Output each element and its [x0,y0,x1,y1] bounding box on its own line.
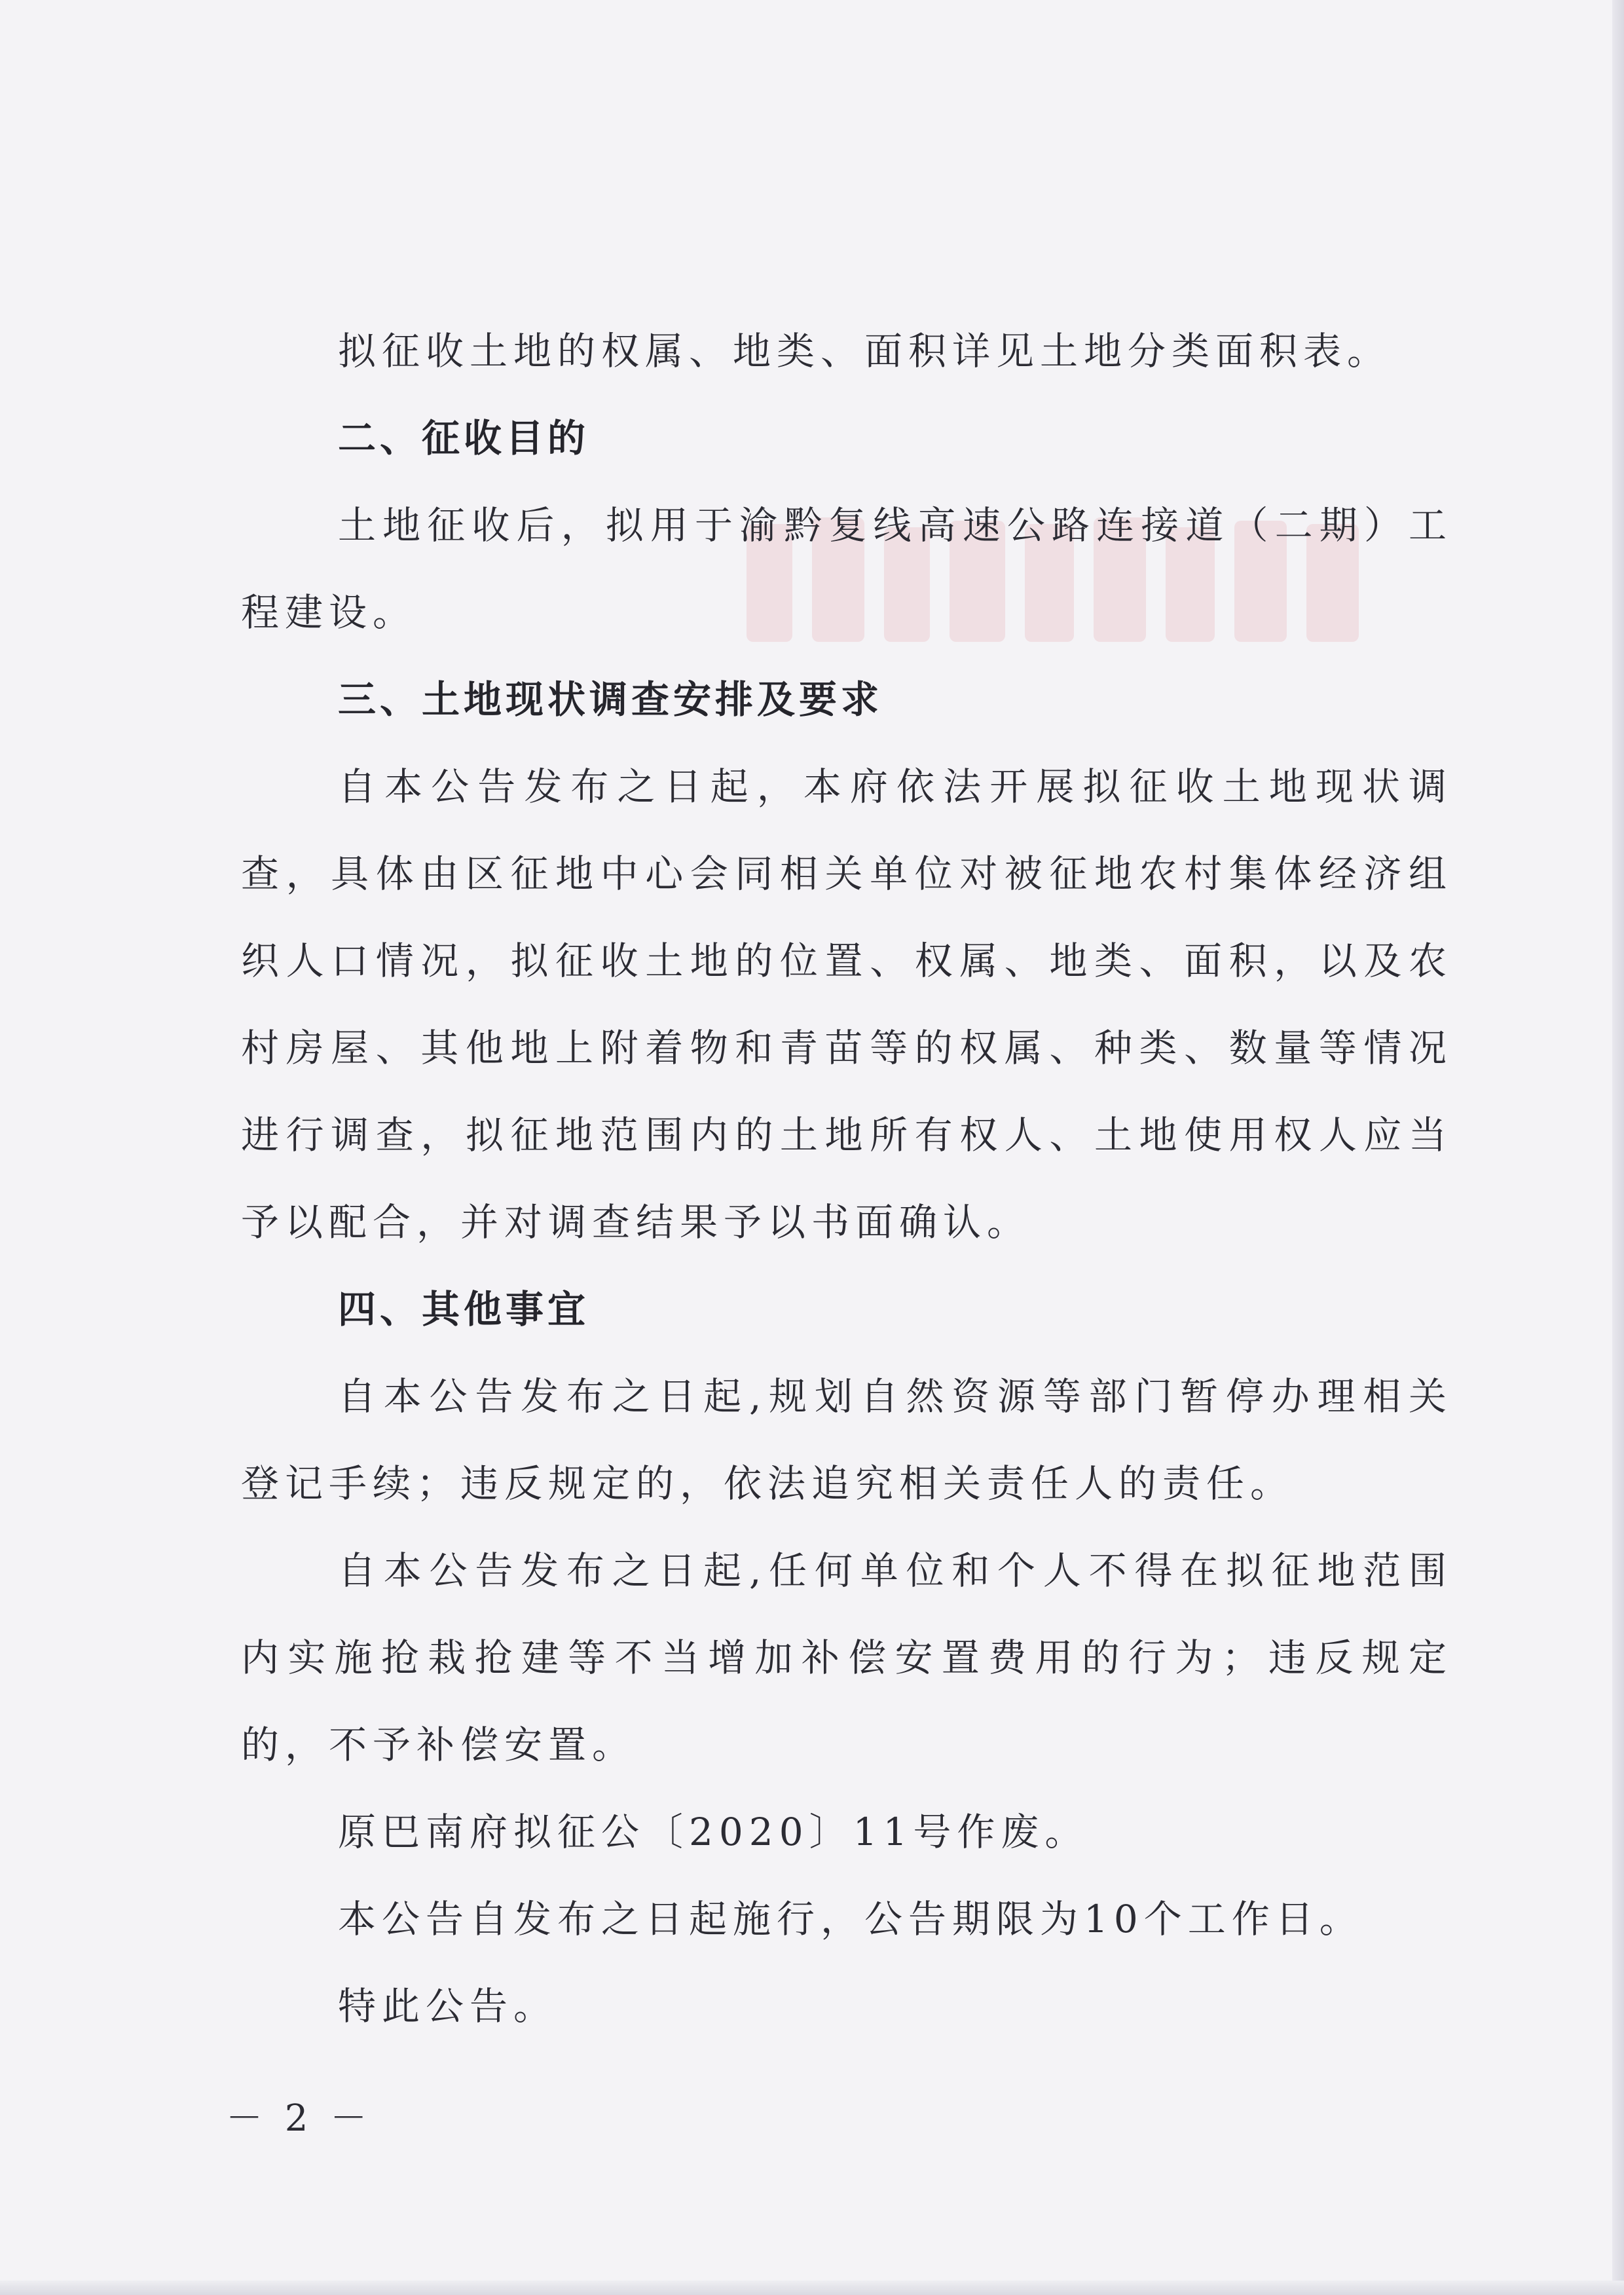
heading-purpose: 二、征收目的 [338,416,590,460]
paragraph-land-details: 拟征收土地的权属、地类、面积详见土地分类面积表。 [338,329,1392,373]
scan-edge-right [1612,0,1624,2295]
paragraph-closing: 特此公告。 [338,1984,558,2028]
paragraph-registration-suspension: 自本公告发布之日起,规划自然资源等部门暂停办理相关登记手续；违反规定的，依法追究相关责任人的责任。 [241,1374,1452,1506]
heading-other-matters: 四、其他事宜 [338,1287,590,1332]
heading-survey: 三、土地现状调查安排及要求 [338,677,883,722]
paragraph-void-notice: 原巴南府拟征公〔2020〕11号作废。 [338,1810,1089,1854]
document-body [241,308,1452,2050]
paragraph-purpose: 土地征收后，拟用于渝黔复线高速公路连接道（二期）工程建设。 [241,503,1452,635]
scan-edge-bottom [0,2281,1624,2295]
paragraph-no-rush-building: 自本公告发布之日起,任何单位和个人不得在拟征地范围内实施抢栽抢建等不当增加补偿安置费用的行为；违反规定的，不予补偿安置。 [241,1548,1452,1767]
page-number: － 2 － [226,2097,373,2140]
paragraph-effective-period: 本公告自发布之日起施行，公告期限为10个工作日。 [338,1897,1363,1941]
paragraph-survey: 自本公告发布之日起，本府依法开展拟征收土地现状调查，具体由区征地中心会同相关单位对被征地农村集体经济组织人口情况，拟征收土地的位置、权属、地类、面积，以及农村房屋、其他地上附着物和青苗等的权属、种类、数量等情况进行调查，拟征地范围内的土地所有权人、土地使用权人应当予以配合，并对调查结果予以书面确认。 [241,764,1452,1244]
